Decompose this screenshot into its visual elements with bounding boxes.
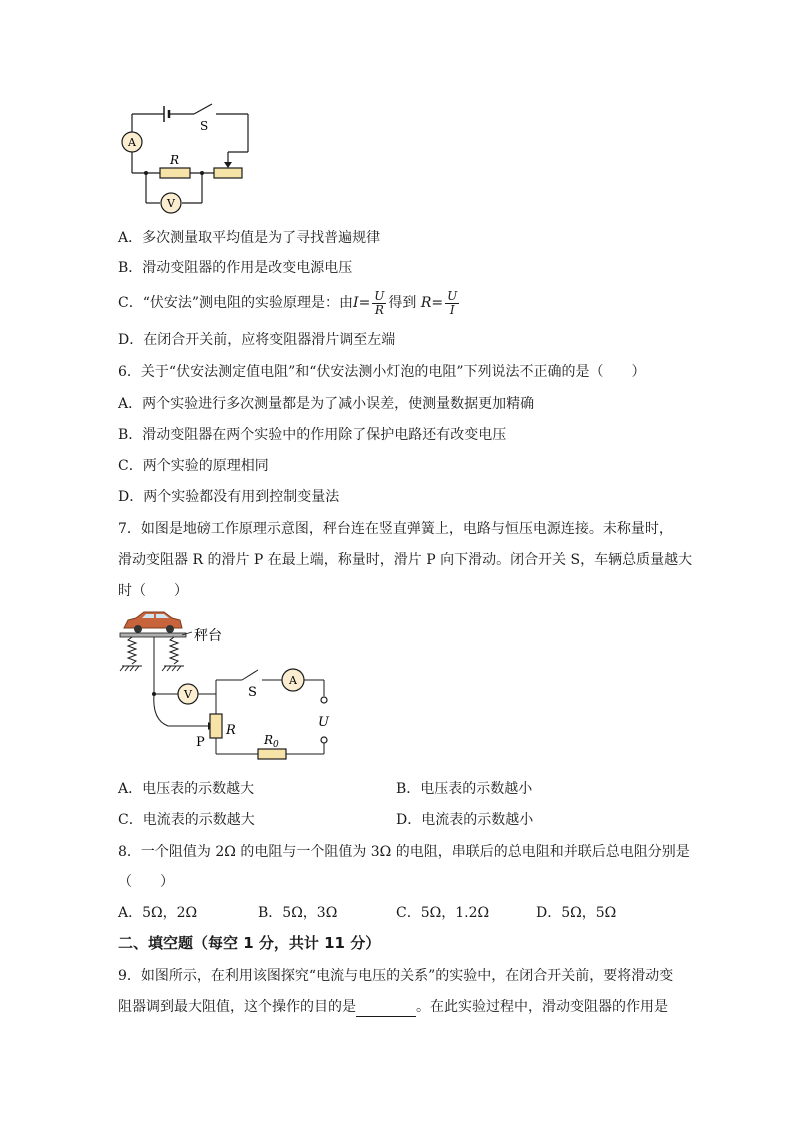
formula-eq2: = [431,295,444,311]
q8-stem-line2: （ ） [118,874,174,890]
q8-option-d: D．5Ω，5Ω [536,905,617,921]
formula-r: R [420,295,432,311]
switch-label: S [200,119,209,133]
r0-subscript: 0 [273,740,279,750]
q9-line2-start: 阻器调到最大阻值，这个操作的目的是 [118,999,356,1015]
q6-option-a: A．两个实验进行多次测量都是为了减小误差，使测量数据更加精确 [118,396,535,412]
q7-option-a: A．电压表的示数越大 [118,781,255,797]
slider-label: P [196,735,205,750]
q7-option-d: D．电流表的示数越小 [396,812,534,828]
q7-stem-line2: 滑动变阻器 R 的滑片 P 在最上端，称量时，滑片 P 向下滑动。闭合开关 S，车辆总质量越大 [118,552,693,568]
fraction-denominator-2: I [449,302,455,317]
ammeter2-label: A [289,674,297,687]
q6-option-b: B．滑动变阻器在两个实验中的作用除了保护电路还有改变电压 [118,427,507,443]
q6-option-c: C．两个实验的原理相同 [118,458,269,474]
formula-eq: = [358,295,371,311]
switch2-label: S [248,685,257,700]
q8-option-b: B．5Ω，3Ω [258,905,338,921]
q5-option-d: D．在闭合开关前，应将变阻器滑片调至左端 [118,332,396,348]
platform-label: 秤台 [194,628,222,644]
q8-option-a: A．5Ω，2Ω [118,905,198,921]
resistor-label: R [170,153,180,167]
q6-stem: 6．关于“伏安法测定值电阻”和“伏安法测小灯泡的电阻”下列说法不正确的是（ ） [118,364,646,380]
fraction-numerator-2: U [447,288,458,303]
q7-stem-line3: 时（ ） [118,583,188,599]
formula-mid: 得到 [388,295,417,311]
q7-option-b: B．电压表的示数越小 [396,781,533,797]
formula-i: I [353,295,359,311]
r0-letter: R [264,733,274,747]
weighbridge-diagram [118,608,358,768]
fraction-denominator: R [374,302,384,317]
car-icon [124,612,182,633]
voltmeter2-label: V [184,688,192,701]
answer-blank[interactable] [356,1002,416,1017]
fraction-numerator: U [374,288,385,303]
fraction-u-over-i [445,290,459,317]
q5-option-c [118,288,461,318]
q9-line1: 9．如图所示，在利用该图探究“电流与电压的关系”的实验中，在闭合开关前，要将滑动变 [118,968,674,984]
r0-label [263,733,279,750]
rheostat-label: R [226,723,236,738]
circuit-diagram-1 [110,96,270,216]
q5-option-c-prefix: C．“伏安法”测电阻的实验原理是：由 [118,295,354,311]
q7-option-c: C．电流表的示数越大 [118,812,255,828]
section-heading: 二、填空题（每空 1 分，共计 11 分） [118,934,381,952]
voltmeter-label: V [167,197,175,210]
q8-stem-line1: 8．一个阻值为 2Ω 的电阻与一个阻值为 3Ω 的电阻，串联后的总电阻和并联后总电阻分别是 [118,844,690,860]
q7-stem-line1: 7．如图是地磅工作原理示意图，秤台连在竖直弹簧上，电路与恒压电源连接。未称量时， [118,521,673,537]
q6-option-d: D．两个实验都没有用到控制变量法 [118,489,340,505]
q9-line2-end: 。在此实验过程中，滑动变阻器的作用是 [416,999,668,1015]
q5-option-b: B．滑动变阻器的作用是改变电源电压 [118,260,353,276]
q8-option-c: C．5Ω，1.2Ω [396,905,490,921]
source-label: U [318,715,329,730]
fraction-u-over-r [372,290,386,317]
ammeter-label: A [128,136,136,149]
q5-option-a: A．多次测量取平均值是为了寻找普遍规律 [118,230,381,246]
q9-line2 [118,997,668,1017]
